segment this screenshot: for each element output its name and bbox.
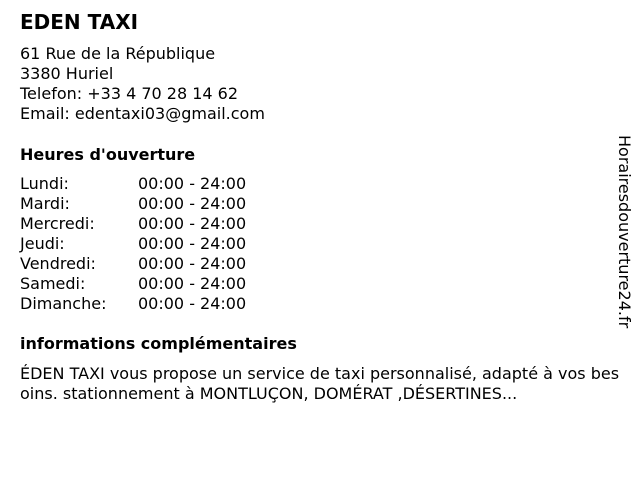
phone-number: Telefon: +33 4 70 28 14 62: [20, 84, 239, 103]
address-block: [20, 44, 265, 124]
hours-time: 00:00 - 24:00: [138, 234, 247, 253]
additional-info-text: ÉDEN TAXI vous propose un service de taxi personnalisé, adapté à vos besoins. stationnement à MONTLUÇON, DOMÉRAT ,DÉSERTINES...: [20, 364, 620, 403]
business-name: EDEN TAXI: [20, 10, 139, 34]
site-watermark: Horairesdouverture24.fr: [615, 135, 634, 329]
hours-row-sunday: [20, 294, 246, 314]
hours-time: 00:00 - 24:00: [138, 194, 247, 213]
additional-info-heading: informations complémentaires: [20, 334, 297, 353]
hours-day: Samedi:: [20, 274, 86, 293]
hours-row-friday: [20, 254, 246, 274]
hours-day: Mardi:: [20, 194, 70, 213]
hours-time: 00:00 - 24:00: [138, 274, 247, 293]
hours-time: 00:00 - 24:00: [138, 294, 247, 313]
hours-day: Dimanche:: [20, 294, 107, 313]
hours-row-saturday: [20, 274, 246, 294]
city-address: 3380 Huriel: [20, 64, 114, 83]
hours-time: 00:00 - 24:00: [138, 214, 247, 233]
hours-row-tuesday: [20, 194, 246, 214]
email-address: Email: edentaxi03@gmail.com: [20, 104, 265, 123]
opening-hours-table: [20, 174, 246, 314]
hours-day: Mercredi:: [20, 214, 95, 233]
hours-time: 00:00 - 24:00: [138, 174, 247, 193]
hours-row-wednesday: [20, 214, 246, 234]
street-address: 61 Rue de la République: [20, 44, 216, 63]
hours-row-monday: [20, 174, 246, 194]
opening-hours-heading: Heures d'ouverture: [20, 145, 196, 164]
hours-day: Vendredi:: [20, 254, 96, 273]
hours-day: Jeudi:: [20, 234, 65, 253]
hours-row-thursday: [20, 234, 246, 254]
hours-day: Lundi:: [20, 174, 69, 193]
hours-time: 00:00 - 24:00: [138, 254, 247, 273]
